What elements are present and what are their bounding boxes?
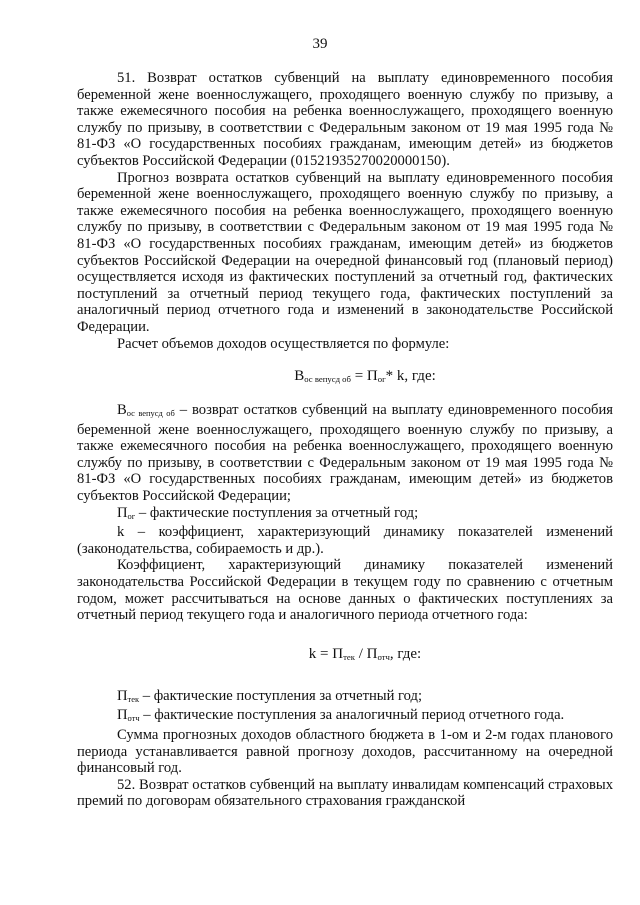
definition-p-tek-subscript: тек xyxy=(127,693,140,704)
definition-p-tek-symbol: П xyxy=(117,687,128,704)
definition-p-tek-text: – фактические поступления за отчетный год; xyxy=(139,687,423,704)
formula2-mid: / П xyxy=(354,645,378,662)
definition-k: k – коэффициент, характеризующий динамику показателей изменений (законодательства, собираемость и др.). xyxy=(77,524,613,557)
page-number: 39 xyxy=(312,36,328,52)
formula1-eq: = П xyxy=(350,368,378,385)
definition-p-otch-symbol: П xyxy=(117,707,128,724)
formula2-subscript-otch: отч xyxy=(377,651,390,662)
definition-b-subscript: ос вепусд об xyxy=(126,407,175,418)
definition-p-subscript: ог xyxy=(127,510,136,521)
definition-p-symbol: П xyxy=(117,504,128,521)
formula-coefficient xyxy=(77,646,613,666)
definition-b-symbol: В xyxy=(117,401,127,418)
calculation-intro: Расчет объемов доходов осуществляется по формуле: xyxy=(117,335,450,352)
formula1-lhs: В xyxy=(294,368,305,385)
formula1-rest: * k, где: xyxy=(385,368,436,385)
sum-paragraph: Сумма прогнозных доходов областного бюджета в 1-ом и 2-м годах планового периода устанавливается равной прогнозу доходов, рассчитанному на очередной финансовый год. xyxy=(77,726,613,777)
document-body xyxy=(77,70,613,810)
definition-p-otch-text: – фактические поступления за аналогичный период отчетного года. xyxy=(139,707,565,724)
definition-b xyxy=(77,402,613,505)
definition-p-otch xyxy=(77,707,613,727)
formula2-lhs: k = П xyxy=(308,645,344,662)
formula2-subscript-tek: тек xyxy=(343,651,355,662)
formula1-lhs-subscript: ос вепусд об xyxy=(304,374,351,385)
formula1-rhs-subscript: ог xyxy=(377,374,386,385)
section-51-heading-paragraph: 51. Возврат остатков субвенций на выплату единовременного пособия беременной жене военнослужащего, проходящего военную службу по призыву, а также ежемесячного пособия на ребенка военнослужащего, проходящего военную службу по призыву, в соответствии с Федеральным законом от 19 мая 1995 года № 81-ФЗ «О государственных пособиях гражданам, имеющим детей» из бюджетов субъектов Российской Федерации (01521935270020000150). xyxy=(77,70,613,169)
coefficient-paragraph: Коэффициент, характеризующий динамику показателей изменений законодательства Российской Федерации в текущем году по сравнению с отчетным годом, может рассчитываться на основе данных о фактических поступлениях за отчетный период текущего года и аналогичного периода отчетного года: xyxy=(77,557,613,624)
definition-p xyxy=(77,505,613,525)
definition-p-tek xyxy=(77,688,613,708)
section-52-heading-paragraph: 52. Возврат остатков субвенций на выплату инвалидам компенсаций страховых премий по договорам обязательного страхования гражданской xyxy=(77,776,613,810)
definition-b-text: – возврат остатков субвенций на выплату единовременного пособия беременной жене военнослужащего, проходящего военную службу по призыву, а также ежемесячного пособия на ребенка военнослужащего, проходящего военную службу по призыву, в соответствии с Федеральным законом от 19 мая 1995 года № 81-ФЗ «О государственных пособиях гражданам, имеющим детей» из бюджетов субъектов Российской Федерации; xyxy=(77,401,613,504)
formula-return-volume xyxy=(77,368,613,388)
definition-p-otch-subscript: отч xyxy=(127,713,140,724)
definition-p-text: – фактические поступления за отчетный год; xyxy=(135,504,419,521)
formula2-rest: , где: xyxy=(389,645,422,662)
forecast-paragraph: Прогноз возврата остатков субвенций на выплату единовременного пособия беременной жене военнослужащего, проходящего военную службу по призыву, а также ежемесячного пособия на ребенка военнослужащего, проходящего военную службу по призыву, в соответствии с Федеральным законом от 19 мая 1995 года № 81-ФЗ «О государственных пособиях гражданам, имеющим детей» из бюджетов субъектов Российской Федерации на очередной финансовый год (плановый период) осуществляется исходя из фактических поступлений за отчетный год, фактических поступлений за отчетный период текущего года, фактических поступлений за аналогичный период отчетного года и изменений в законодательстве Российской Федерации. xyxy=(77,169,613,335)
